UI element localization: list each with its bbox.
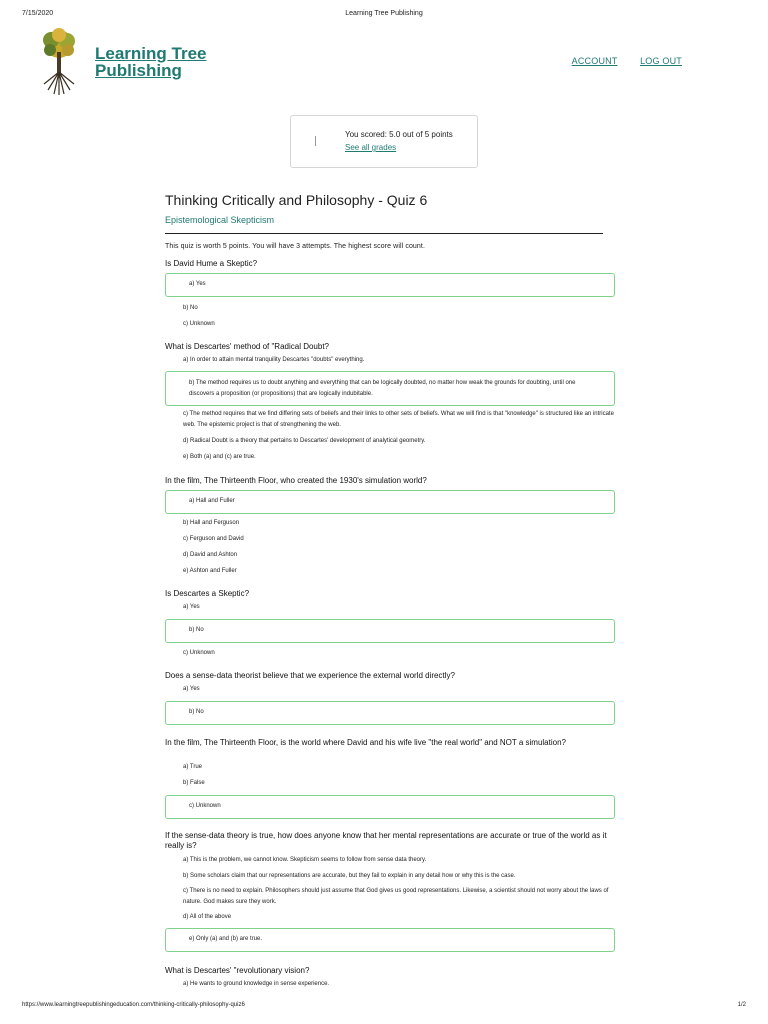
answer-option[interactable]: a) This is the problem, we cannot know. Skepticism seems to follow from sense data theory. — [183, 857, 427, 863]
quiz-title: Thinking Critically and Philosophy - Quiz 6 — [165, 192, 428, 208]
answer-option[interactable]: b) Some scholars claim that our representations are accurate, but they fail to explain in any detail how or why this is the case. — [183, 873, 516, 879]
answer-option[interactable]: a) In order to attain mental tranquility Descartes "doubts" everything. — [183, 357, 365, 363]
answer-option[interactable]: e) Ashton and Fuller — [183, 568, 237, 574]
score-text: You scored: 5.0 out of 5 points — [345, 130, 453, 139]
question-text: In the film, The Thirteenth Floor, who created the 1930's simulation world? — [165, 476, 427, 485]
answer-option[interactable]: c) Ferguson and David — [183, 536, 244, 542]
quiz-intro: This quiz is worth 5 points. You will have 3 attempts. The highest score will count. — [165, 243, 426, 250]
brand-line-2: Publishing — [95, 61, 182, 80]
question-text: What is Descartes' method of "Radical Doubt? — [165, 342, 329, 351]
answer-option[interactable]: c) Unknown — [183, 321, 215, 327]
answer-option[interactable]: a) He wants to ground knowledge in sense experience. — [183, 981, 330, 987]
question-text: Does a sense-data theorist believe that we experience the external world directly? — [165, 671, 455, 680]
answer-option-selected[interactable]: b) No — [165, 701, 615, 725]
question — [165, 342, 618, 460]
answer-option[interactable]: b) Hall and Ferguson — [183, 520, 240, 526]
question — [165, 589, 618, 656]
question — [165, 671, 618, 715]
print-footer — [22, 1002, 746, 1012]
brand-line-1: Learning Tree — [95, 44, 207, 63]
answer-option-selected[interactable]: e) Only (a) and (b) are true. — [165, 928, 615, 952]
account-link[interactable]: ACCOUNT — [571, 56, 618, 66]
answer-option[interactable]: e) Both (a) and (c) are true. — [183, 454, 256, 460]
logout-link[interactable]: LOG OUT — [640, 56, 682, 66]
site-header — [38, 28, 682, 98]
answer-option-selected[interactable]: a) Yes — [165, 273, 615, 297]
answer-option[interactable]: a) True — [183, 764, 203, 770]
answer-option[interactable]: d) All of the above — [183, 914, 232, 920]
answer-option[interactable]: b) No — [183, 305, 198, 311]
question — [165, 966, 618, 987]
title-divider — [165, 233, 603, 234]
question-text: If the sense-data theory is true, how does anyone know that her mental representations are accurate or true of the world as it really is? — [165, 831, 607, 850]
quiz-subtitle: Epistemological Skepticism — [165, 215, 275, 225]
answer-option[interactable]: c) There is no need to explain. Philosophers should just assume that God gives us good representations. Likewise, a scientist should not worry about the laws of nature. God makes sure they work. — [183, 888, 609, 905]
see-all-grades-link[interactable]: See all grades — [345, 143, 397, 152]
print-page-number: 1/2 — [737, 1002, 746, 1008]
answer-option[interactable]: a) Yes — [183, 686, 200, 692]
print-header — [22, 10, 746, 22]
answer-option[interactable]: b) False — [183, 780, 205, 786]
score-card — [290, 115, 478, 168]
answer-option[interactable]: c) Unknown — [183, 650, 215, 656]
tree-logo-icon — [38, 28, 80, 96]
question — [165, 476, 618, 574]
question-text: Is David Hume a Skeptic? — [165, 259, 258, 268]
quiz-section — [165, 192, 618, 987]
answer-option-selected[interactable]: b) The method requires us to doubt anything and everything that can be logically doubted, no matter how weak the grounds for doubting, until one discovers a proposition (or propositions) that are logically indubitable. — [165, 371, 615, 406]
answer-option[interactable]: d) David and Ashton — [183, 552, 238, 558]
answer-option[interactable]: c) The method requires that we find differing sets of beliefs and their links to other sets of beliefs. What we will find is that "knowledge" is structured like an intricate web. The epistemic project is that of strengthening the web. — [183, 411, 614, 428]
answer-option-selected[interactable]: a) Hall and Fuller — [165, 490, 615, 514]
print-title: Learning Tree Publishing — [345, 10, 423, 17]
print-url: https://www.learningtreepublishingeducation.com/thinking-critically-philosophy-quiz6 — [22, 1002, 245, 1008]
answer-option-selected[interactable]: c) Unknown — [165, 795, 615, 819]
print-date: 7/15/2020 — [22, 10, 54, 17]
answer-option[interactable]: d) Radical Doubt is a theory that pertains to Descartes' development of analytical geometry. — [183, 438, 426, 444]
question-text: In the film, The Thirteenth Floor, is the world where David and his wife live "the real world" and NOT a simulation? — [165, 738, 566, 747]
answer-option[interactable]: a) Yes — [183, 604, 200, 610]
answer-option-selected[interactable]: b) No — [165, 619, 615, 643]
question — [165, 831, 618, 942]
score-divider-mark — [315, 136, 316, 146]
question — [165, 259, 618, 327]
top-nav — [552, 56, 682, 66]
question-text: What is Descartes' "revolutionary vision? — [165, 966, 310, 975]
question-text: Is Descartes a Skeptic? — [165, 589, 250, 598]
brand-link[interactable] — [95, 45, 206, 79]
question — [165, 738, 618, 809]
